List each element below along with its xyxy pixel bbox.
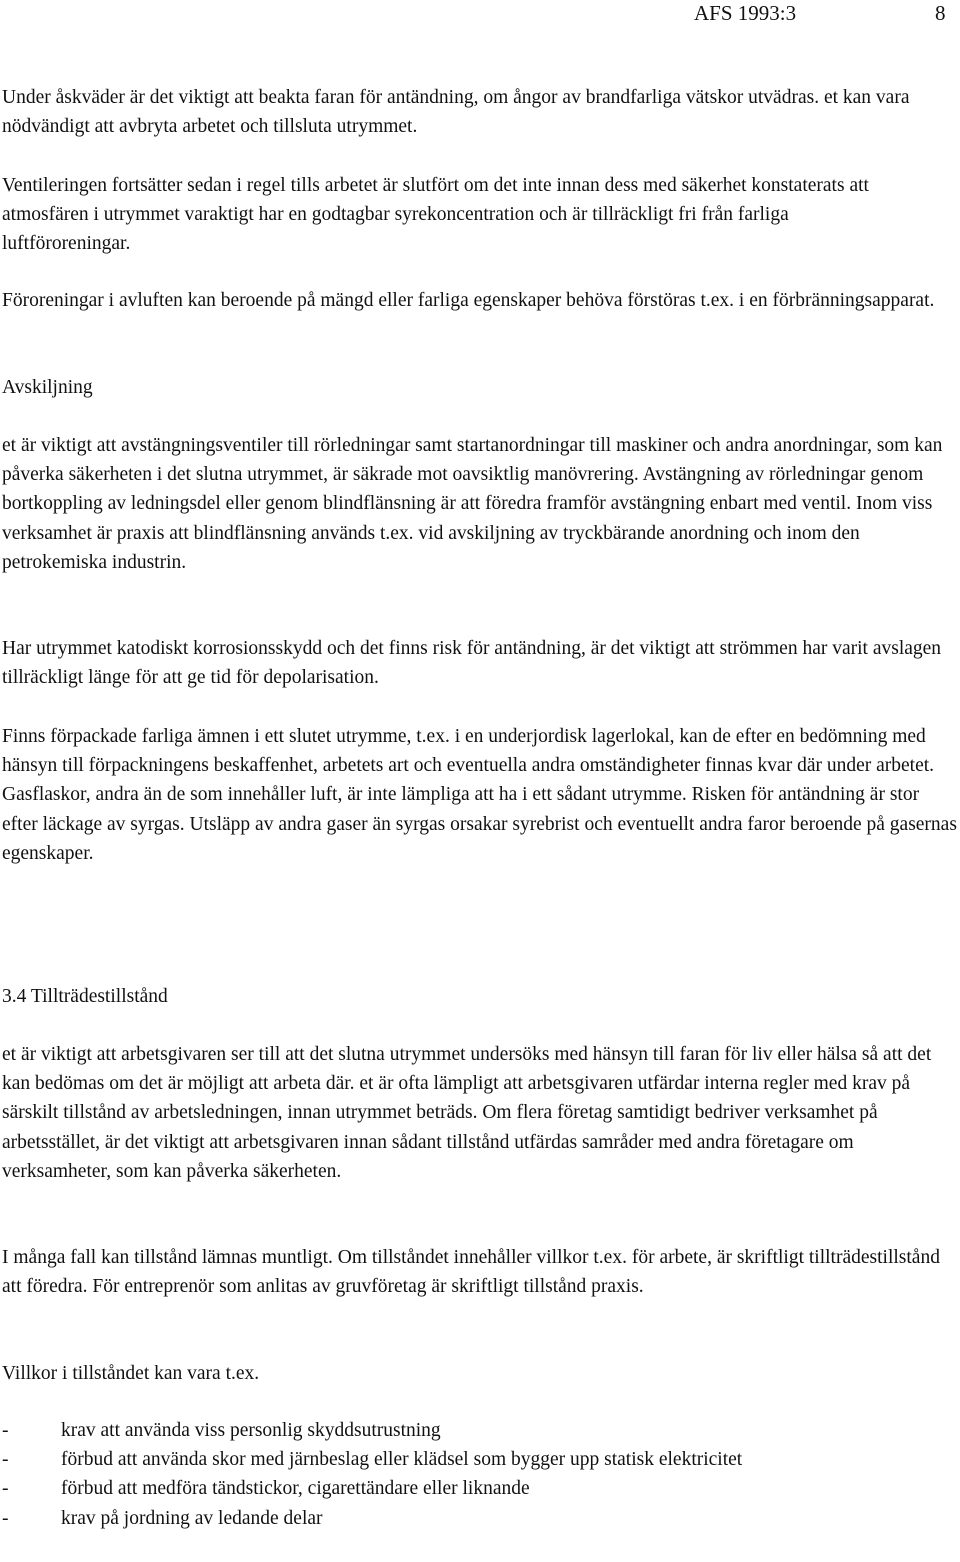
list-dash: - [2,1478,9,1500]
list-item-text: förbud att använda skor med järnbeslag eller klädsel som bygger upp statisk elektricitet [61,1449,743,1471]
page-number: 8 [935,1,946,25]
list-dash: - [2,1507,9,1529]
paragraph-hazardous-substances: Finns förpackade farliga ämnen i ett slutet utrymme, t.ex. i en underjordisk lagerlokal, kan de efter en bedömning med hänsyn till förpackningens beskaffenhet, arbetets art och eventuella andra omständigheter finnas kvar där under arbetet. Gasflaskor, andra än de som innehåller luft, är inte lämpliga att ha i ett sådant utrymme. Risken för antändning är stor efter läckage av syrgas. Utsläpp av andra gaser än syrgas orsakar syrebrist och eventuellt andra faror beroende på gasernas egenskaper. [2,726,957,864]
list-item-text: förbud att medföra tändstickor, cigarettändare eller liknande [61,1478,530,1500]
heading-avskiljning: Avskiljning [2,377,93,398]
list-item-text: krav på jordning av ledande delar [61,1507,323,1529]
list-item [2,1474,958,1503]
paragraph-employer-inspection: et är viktigt att arbetsgivaren ser till att det slutna utrymmet undersöks med hänsyn till faran för liv eller hälsa så att det kan bedömas om det är möjligt att arbeta där. et är ofta lämpligt att arbetsgivaren utfärdar interna regler med krav på särskilt tillstånd av arbetsledningen, innan utrymmet beträds. Om flera företag samtidigt bedriver verksamhet på arbetsstället, är det viktigt att arbetsgivaren innan sådant tillstånd utfärdas samråder med andra företagare om verksamheter, som kan påverka säkerheten. [2,1044,932,1182]
paragraph-cathodic-protection: Har utrymmet katodiskt korrosionsskydd och det finns risk för antändning, är det viktigt att strömmen har varit avslagen tillräckligt länge för att ge tid för depolarisation. [2,638,942,689]
paragraph-thunderstorm: Under åskväder är det viktigt att beakta faran för antändning, om ångor av brandfarliga vätskor utvädras. et kan vara nödvändigt att avbryta arbetet och tillsluta utrymmet. [2,87,910,138]
list-item [2,1416,958,1445]
document-reference: AFS 1993:3 [694,1,797,25]
conditions-list [2,1416,958,1533]
list-dash: - [2,1420,9,1441]
section-heading: 3.4 Tillträdestillstånd [2,986,168,1007]
list-dash: - [2,1449,9,1471]
paragraph-isolation: et är viktigt att avstängningsventiler till rörledningar samt startanordningar till maskiner och andra anordningar, som kan påverka säkerheten i det slutna utrymmet, är säkrade mot oavsiktlig manövrering. Avstängning av rörledningar genom bortkoppling av ledningsdel eller genom blindflänsning är att föredra framför avstängning enbart med ventil. Inom viss verksamhet är praxis att blindflänsning används t.ex. vid avskiljning av tryckbärande anordning och inom den petrokemiska industrin. [2,435,943,573]
list-item [2,1504,958,1533]
paragraph-verbal-permit: I många fall kan tillstånd lämnas muntligt. Om tillståndet innehåller villkor t.ex. för arbete, är skriftligt tillträdestillstånd att föredra. För entreprenör som anlitas av gruvföretag är skriftligt tillstånd praxis. [2,1247,940,1298]
list-item-text: krav att använda viss personlig skyddsutrustning [61,1420,441,1441]
paragraph-conditions-intro: Villkor i tillståndet kan vara t.ex. [2,1363,260,1384]
list-item [2,1445,861,1474]
paragraph-ventilation: Ventileringen fortsätter sedan i regel tills arbetet är slutfört om det inte innan dess med säkerhet konstaterats att atmosfären i utrymmet varaktigt har en godtagbar syrekoncentration och är tillräckligt fri från farliga luftföroreningar. [2,175,869,255]
paragraph-pollutants: Föroreningar i avluften kan beroende på mängd eller farliga egenskaper behöva förstöras t.ex. i en förbränningsapparat. [2,290,935,311]
